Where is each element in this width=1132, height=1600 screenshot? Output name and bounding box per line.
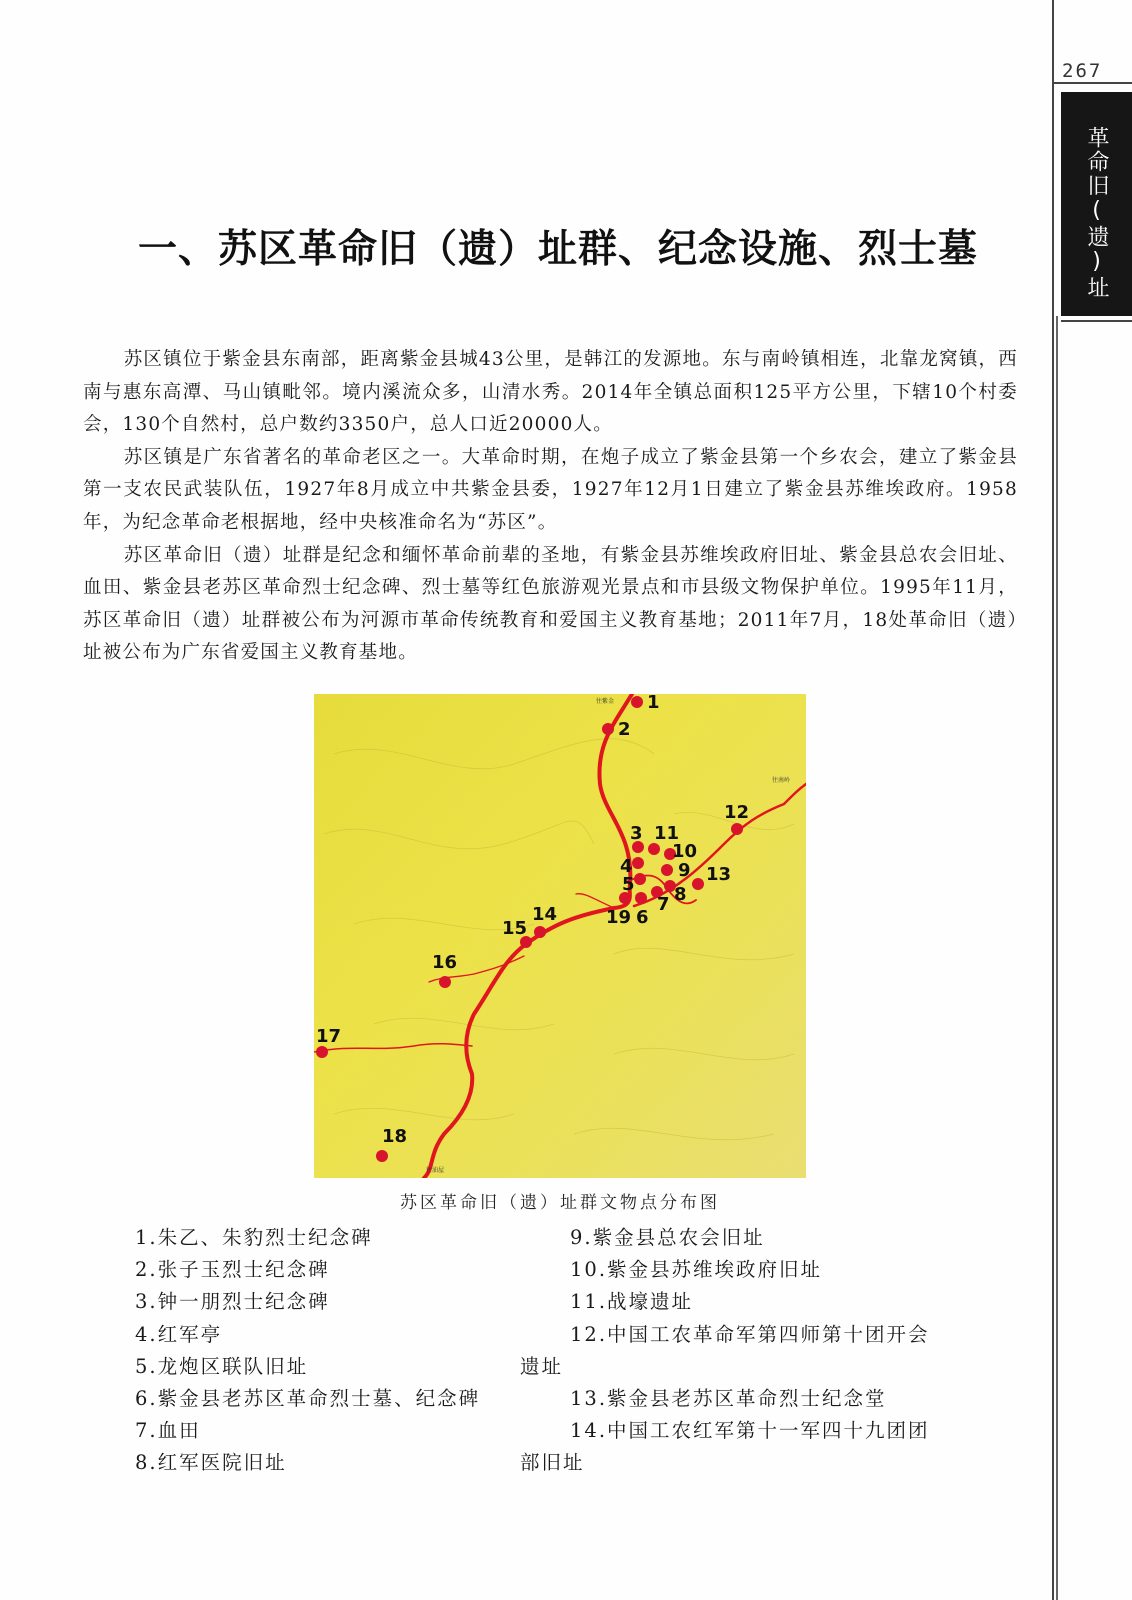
legend-item: 2.张子玉烈士纪念碑 bbox=[135, 1258, 330, 1282]
map-label-7: 7 bbox=[657, 894, 670, 915]
map-label-18: 18 bbox=[382, 1126, 408, 1147]
legend-item: 3.钟一朋烈士纪念碑 bbox=[135, 1290, 330, 1314]
paragraph-3: 苏区革命旧（遗）址群是纪念和缅怀革命前辈的圣地，有紫金县苏维埃政府旧址、紫金县总农会旧址、血田、紫金县老苏区革命烈士纪念碑、烈士墓等红色旅游观光景点和市县级文物保护单位。1995年11月，苏区革命旧（遗）址群被公布为河源市革命传统教育和爱国主义教育基地；2011年7月，18处革命旧（遗）址被公布为广东省爱国主义教育基地。 bbox=[83, 544, 1018, 664]
legend-item: 8.红军医院旧址 bbox=[135, 1451, 287, 1475]
road-label-zijin: 往紫金 bbox=[596, 698, 615, 705]
map-caption: 苏区革命旧（遗）址群文物点分布图 bbox=[400, 1193, 720, 1213]
body-text bbox=[83, 344, 1018, 670]
legend-item: 1.朱乙、朱豹烈士纪念碑 bbox=[135, 1226, 373, 1249]
map-marker-9[interactable] bbox=[661, 864, 673, 876]
header-rule bbox=[1052, 82, 1132, 84]
map-label-14: 14 bbox=[532, 904, 558, 925]
map-label-6: 6 bbox=[636, 907, 649, 928]
map-label-4: 4 bbox=[620, 856, 633, 877]
map-marker-2[interactable] bbox=[602, 723, 614, 735]
map-label-19: 19 bbox=[606, 907, 632, 928]
page-number: 267 bbox=[1062, 60, 1103, 82]
paragraph-1: 苏区镇位于紫金县东南部，距离紫金县城43公里，是韩江的发源地。东与南岭镇相连，北靠龙窝镇，西南与惠东高潭、马山镇毗邻。境内溪流众多，山清水秀。2014年全镇总面积125平方公里，下辖10个村委会，130个自然村，总户数约3350户，总人口近20000人。 bbox=[83, 349, 1018, 436]
map-label-10: 10 bbox=[672, 841, 698, 862]
page-title: 一、苏区革命旧（遗）址群、纪念设施、烈士墓 bbox=[138, 226, 979, 272]
map-marker-18[interactable] bbox=[376, 1150, 388, 1162]
legend-item: 10.紫金县苏维埃政府旧址 bbox=[570, 1258, 823, 1282]
map-label-8: 8 bbox=[674, 884, 687, 905]
map-marker-13[interactable] bbox=[692, 878, 704, 890]
map-label-17: 17 bbox=[316, 1026, 342, 1047]
map-marker-1[interactable] bbox=[631, 696, 643, 708]
map-marker-14[interactable] bbox=[534, 926, 546, 938]
legend-item: 14.中国工农红军第十一军四十九团团 bbox=[570, 1419, 930, 1443]
legend-left bbox=[135, 1222, 555, 1480]
legend-item: 7.血田 bbox=[135, 1419, 201, 1443]
section-tab-rule bbox=[1061, 320, 1132, 322]
section-tab bbox=[1061, 92, 1132, 316]
site-distribution-map bbox=[314, 694, 806, 1178]
road-label-youwu: 往油屋 bbox=[426, 1167, 445, 1174]
legend-item: 11.战壕遗址 bbox=[570, 1290, 694, 1314]
map-label-3: 3 bbox=[630, 823, 643, 844]
margin-rule-inner bbox=[1056, 316, 1058, 1600]
road-label-nanling: 往南岭 bbox=[772, 777, 791, 784]
map-label-5: 5 bbox=[622, 874, 635, 895]
legend-item-continued: 遗址 bbox=[520, 1354, 564, 1378]
map-label-1: 1 bbox=[647, 694, 660, 713]
legend-item: 12.中国工农革命军第四师第十团开会 bbox=[570, 1322, 930, 1346]
legend-item: 13.紫金县老苏区革命烈士纪念堂 bbox=[570, 1387, 887, 1411]
map-marker-17[interactable] bbox=[316, 1046, 328, 1058]
map-label-16: 16 bbox=[432, 952, 458, 973]
map-label-15: 15 bbox=[502, 918, 528, 939]
map-marker-5[interactable] bbox=[634, 873, 646, 885]
margin-rule bbox=[1052, 0, 1054, 1600]
legend-item: 4.红军亭 bbox=[135, 1322, 223, 1346]
map-label-11: 11 bbox=[654, 823, 680, 844]
legend-item: 9.紫金县总农会旧址 bbox=[570, 1226, 765, 1249]
map-label-9: 9 bbox=[678, 860, 691, 881]
map-label-13: 13 bbox=[706, 864, 732, 885]
map-marker-11[interactable] bbox=[648, 843, 660, 855]
map-label-12: 12 bbox=[724, 802, 750, 823]
map-svg bbox=[314, 694, 806, 1178]
map-label-2: 2 bbox=[618, 719, 631, 740]
map-marker-4[interactable] bbox=[632, 857, 644, 869]
legend-right bbox=[520, 1222, 1025, 1480]
paragraph-2: 苏区镇是广东省著名的革命老区之一。大革命时期，在炮子成立了紫金县第一个乡农会，建立了紫金县第一支农民武装队伍，1927年8月成立中共紫金县委，1927年12月1日建立了紫金县苏维埃政府。1958年，为纪念革命老根据地，经中央核准命名为“苏区”。 bbox=[83, 446, 1018, 533]
map-marker-6[interactable] bbox=[635, 892, 647, 904]
section-tab-label: 革命旧(遗)址 bbox=[1084, 126, 1109, 300]
map-texture bbox=[314, 694, 806, 1178]
legend-item-continued: 部旧址 bbox=[520, 1451, 585, 1475]
map-marker-16[interactable] bbox=[439, 976, 451, 988]
legend-item: 5.龙炮区联队旧址 bbox=[135, 1354, 309, 1378]
map-marker-12[interactable] bbox=[731, 823, 743, 835]
legend-item: 6.紫金县老苏区革命烈士墓、纪念碑 bbox=[135, 1387, 481, 1411]
